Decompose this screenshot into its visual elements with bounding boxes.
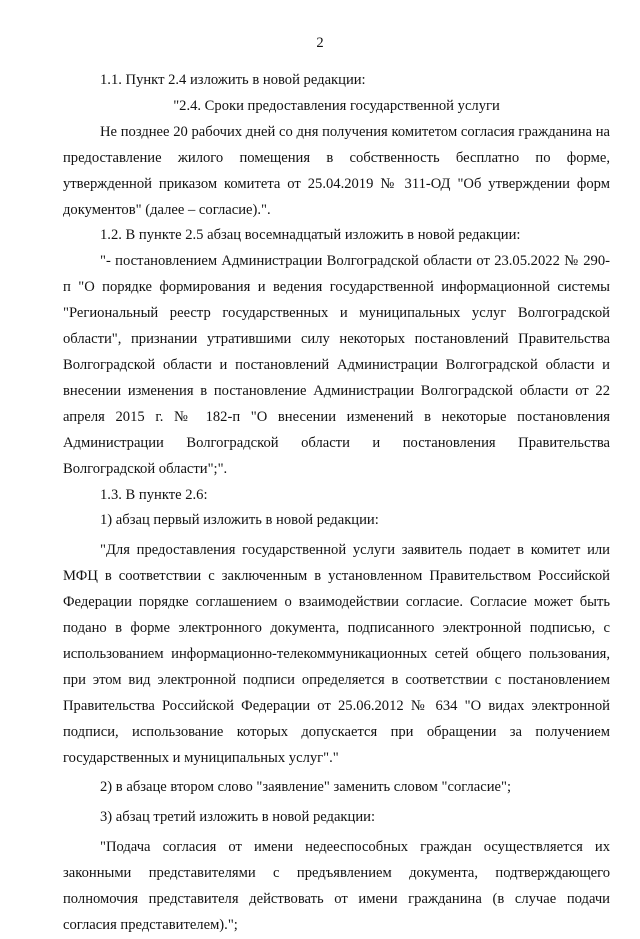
page-number: 2	[316, 35, 324, 51]
paragraph-1-3: 1.3. В пункте 2.6:	[100, 486, 208, 503]
paragraph-item-1: 1) абзац первый изложить в новой редакции:	[100, 512, 379, 529]
paragraph-1-1: 1.1. Пункт 2.4 изложить в новой редакции:	[100, 72, 366, 88]
paragraph-deadline: Не позднее 20 рабочих дней со дня получения комитетом согласия гражданина на предоставление жилого помещения в собственность бесплатно по форме, утвержденной приказом комитета от 25.04.2019 № 311-ОД "Об утверждении форм документов" (далее – согласие).".	[63, 123, 610, 218]
paragraph-resolution-quote: "- постановлением Администрации Волгоградской области от 23.05.2022 № 290-п "О порядке формирования и ведения государственной информационной системы "Региональный реестр государственных и муниципальных услуг Волгоградской области", признании утратившими силу некоторых постановлений Правительства Волгоградской области и постановлений Администрации Волгоградской области и внесении изменения в постановление Администрации Волгоградской области от 22 апреля 2015 г. № 182-п "О внесении изменений в некоторые постановления Администрации Волгоградской области и постановления Правительства Волгоградской области";".	[63, 253, 610, 477]
section-heading-2-4: "2.4. Сроки предоставления государственной услуги	[173, 97, 500, 114]
paragraph-consent-submission: "Для предоставления государственной услуги заявитель подает в комитет или МФЦ в соответствии с заключенным в установленном Правительством Российской Федерации порядке соглашением о взаимодействии согласие. Согласие может быть подано в форме электронного документа, подписанного электронной подписью, с использованием информационно-телекоммуникационных сетей общего пользования, при этом вид электронной подписи определяется в соответствии с постановлением Правительства Российской Федерации от 25.06.2012 № 634 "О видах электронной подписи, использование которых допускается при обращении за получением государственных и муниципальных услуг"."	[63, 542, 610, 766]
paragraph-item-3: 3) абзац третий изложить в новой редакции:	[100, 809, 376, 826]
paragraph-1-2: 1.2. В пункте 2.5 абзац восемнадцатый изложить в новой редакции:	[100, 227, 521, 244]
paragraph-incapable-citizens: "Подача согласия от имени недееспособных граждан осуществляется их законными представителями с предъявлением документа, подтверждающего полномочия представителя действовать от имени гражданина (в случае подачи согласия представителем).";	[63, 839, 610, 933]
paragraph-item-2: 2) в абзаце втором слово "заявление" заменить словом "согласие";	[100, 779, 512, 796]
document-body	[63, 68, 610, 939]
